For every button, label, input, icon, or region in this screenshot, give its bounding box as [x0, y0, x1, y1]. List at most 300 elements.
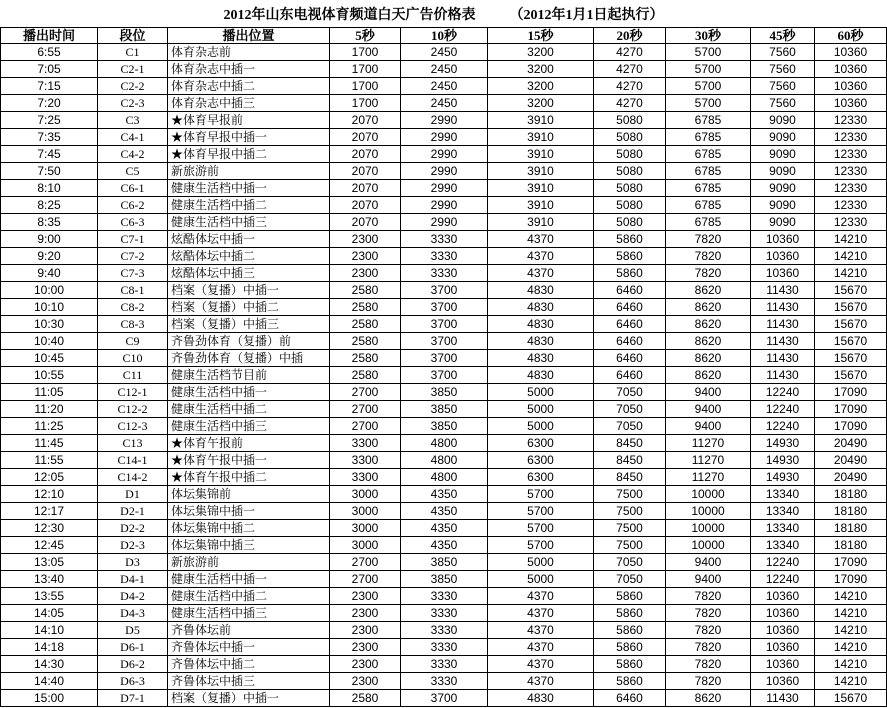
cell-price-10s: 3850 [401, 571, 488, 588]
cell-slot: D4-1 [98, 571, 168, 588]
cell-price-15s: 4370 [488, 605, 594, 622]
cell-position: 健康生活档中插二 [168, 197, 330, 214]
cell-price-60s: 14210 [815, 231, 887, 248]
cell-price-45s: 11430 [751, 350, 815, 367]
cell-price-10s: 3330 [401, 588, 488, 605]
cell-slot: C1 [98, 44, 168, 61]
cell-slot: C7-2 [98, 248, 168, 265]
cell-price-20s: 8450 [594, 435, 666, 452]
cell-time: 7:20 [0, 95, 98, 112]
cell-price-45s: 7560 [751, 44, 815, 61]
cell-price-20s: 8450 [594, 452, 666, 469]
cell-price-5s: 2300 [330, 588, 401, 605]
cell-price-60s: 14210 [815, 605, 887, 622]
cell-position: 体坛集锦中插一 [168, 503, 330, 520]
table-body [0, 44, 887, 707]
cell-price-20s: 5860 [594, 673, 666, 690]
cell-time: 14:10 [0, 622, 98, 639]
cell-price-30s: 6785 [666, 197, 751, 214]
cell-price-60s: 15670 [815, 316, 887, 333]
cell-price-5s: 2580 [330, 282, 401, 299]
cell-time: 15:00 [0, 690, 98, 707]
column-header-price-5s: 5秒 [330, 27, 401, 44]
cell-price-60s: 12330 [815, 129, 887, 146]
cell-price-60s: 17090 [815, 384, 887, 401]
column-header-price-15s: 15秒 [488, 27, 594, 44]
cell-time: 11:45 [0, 435, 98, 452]
cell-price-5s: 2300 [330, 622, 401, 639]
cell-position: ★体育午报中插二 [168, 469, 330, 486]
cell-price-60s: 18180 [815, 503, 887, 520]
cell-price-15s: 6300 [488, 452, 594, 469]
cell-time: 7:15 [0, 78, 98, 95]
cell-price-30s: 8620 [666, 367, 751, 384]
cell-price-45s: 9090 [751, 180, 815, 197]
cell-time: 8:35 [0, 214, 98, 231]
cell-time: 8:25 [0, 197, 98, 214]
cell-price-45s: 9090 [751, 129, 815, 146]
cell-price-45s: 10360 [751, 265, 815, 282]
cell-price-10s: 3330 [401, 622, 488, 639]
cell-time: 10:55 [0, 367, 98, 384]
cell-price-30s: 5700 [666, 78, 751, 95]
cell-price-15s: 5700 [488, 520, 594, 537]
cell-slot: C2-3 [98, 95, 168, 112]
cell-slot: D2-1 [98, 503, 168, 520]
cell-price-15s: 3200 [488, 78, 594, 95]
cell-price-60s: 17090 [815, 401, 887, 418]
table-row [0, 333, 887, 350]
cell-price-60s: 10360 [815, 44, 887, 61]
table-row [0, 367, 887, 384]
cell-price-15s: 4830 [488, 333, 594, 350]
cell-price-30s: 8620 [666, 316, 751, 333]
cell-price-15s: 4370 [488, 265, 594, 282]
cell-price-45s: 13340 [751, 520, 815, 537]
cell-price-10s: 4350 [401, 537, 488, 554]
cell-price-15s: 4830 [488, 282, 594, 299]
cell-price-30s: 9400 [666, 554, 751, 571]
table-row [0, 231, 887, 248]
cell-price-5s: 2070 [330, 214, 401, 231]
column-header-price-30s: 30秒 [666, 27, 751, 44]
cell-price-5s: 3300 [330, 469, 401, 486]
cell-price-10s: 2450 [401, 61, 488, 78]
cell-price-5s: 2580 [330, 333, 401, 350]
table-title-main: 2012年山东电视体育频道白天广告价格表 [223, 8, 476, 23]
cell-price-15s: 3200 [488, 95, 594, 112]
cell-slot: C9 [98, 333, 168, 350]
cell-price-45s: 11430 [751, 333, 815, 350]
cell-price-5s: 2070 [330, 129, 401, 146]
cell-slot: D7-1 [98, 690, 168, 707]
cell-price-60s: 12330 [815, 112, 887, 129]
cell-position: 体坛集锦中插二 [168, 520, 330, 537]
table-row [0, 486, 887, 503]
table-row [0, 282, 887, 299]
cell-price-20s: 5080 [594, 112, 666, 129]
cell-slot: C10 [98, 350, 168, 367]
cell-price-10s: 4800 [401, 469, 488, 486]
cell-price-60s: 14210 [815, 673, 887, 690]
cell-slot: C6-3 [98, 214, 168, 231]
table-row [0, 316, 887, 333]
cell-price-60s: 15670 [815, 282, 887, 299]
cell-price-30s: 8620 [666, 333, 751, 350]
cell-price-45s: 11430 [751, 299, 815, 316]
cell-price-15s: 4370 [488, 673, 594, 690]
cell-position: 齐鲁劲体育（复播）前 [168, 333, 330, 350]
cell-slot: D6-3 [98, 673, 168, 690]
cell-price-30s: 9400 [666, 418, 751, 435]
cell-price-30s: 7820 [666, 673, 751, 690]
cell-price-30s: 6785 [666, 129, 751, 146]
cell-price-5s: 2580 [330, 350, 401, 367]
cell-price-10s: 2990 [401, 112, 488, 129]
cell-price-15s: 4370 [488, 231, 594, 248]
cell-position: 体坛集锦中插三 [168, 537, 330, 554]
cell-price-60s: 14210 [815, 639, 887, 656]
cell-price-5s: 2700 [330, 554, 401, 571]
cell-time: 12:05 [0, 469, 98, 486]
cell-position: 体育杂志前 [168, 44, 330, 61]
cell-price-45s: 11430 [751, 316, 815, 333]
cell-price-60s: 15670 [815, 367, 887, 384]
cell-price-60s: 14210 [815, 248, 887, 265]
cell-price-60s: 12330 [815, 214, 887, 231]
cell-price-45s: 14930 [751, 469, 815, 486]
table-title-effective-date: （2012年1月1日起执行） [509, 8, 664, 23]
cell-time: 7:45 [0, 146, 98, 163]
cell-price-20s: 5860 [594, 622, 666, 639]
cell-slot: D2-2 [98, 520, 168, 537]
cell-time: 14:30 [0, 656, 98, 673]
cell-price-45s: 12240 [751, 418, 815, 435]
cell-price-60s: 15670 [815, 690, 887, 707]
cell-price-20s: 5860 [594, 639, 666, 656]
cell-price-30s: 9400 [666, 384, 751, 401]
table-title [0, 0, 887, 27]
cell-price-10s: 4350 [401, 520, 488, 537]
cell-price-10s: 2990 [401, 197, 488, 214]
cell-position: 健康生活档中插一 [168, 571, 330, 588]
cell-price-5s: 2300 [330, 656, 401, 673]
table-row [0, 537, 887, 554]
cell-price-20s: 5860 [594, 605, 666, 622]
cell-price-20s: 6460 [594, 350, 666, 367]
cell-price-10s: 2990 [401, 129, 488, 146]
column-header-time: 播出时间 [0, 27, 98, 44]
cell-slot: C7-1 [98, 231, 168, 248]
cell-price-45s: 11430 [751, 282, 815, 299]
cell-price-15s: 3910 [488, 180, 594, 197]
cell-price-45s: 9090 [751, 197, 815, 214]
cell-price-15s: 3910 [488, 197, 594, 214]
table-row [0, 554, 887, 571]
cell-price-15s: 3910 [488, 146, 594, 163]
cell-position: 健康生活档节目前 [168, 367, 330, 384]
cell-price-30s: 10000 [666, 537, 751, 554]
cell-price-20s: 7500 [594, 503, 666, 520]
cell-price-10s: 4350 [401, 503, 488, 520]
cell-time: 12:30 [0, 520, 98, 537]
cell-price-60s: 12330 [815, 180, 887, 197]
cell-time: 12:10 [0, 486, 98, 503]
cell-price-10s: 3850 [401, 401, 488, 418]
cell-price-5s: 1700 [330, 61, 401, 78]
cell-position: 档案（复播）中插三 [168, 316, 330, 333]
cell-slot: C4-2 [98, 146, 168, 163]
table-row [0, 78, 887, 95]
cell-slot: C4-1 [98, 129, 168, 146]
cell-slot: C8-2 [98, 299, 168, 316]
cell-price-20s: 6460 [594, 690, 666, 707]
cell-price-5s: 3000 [330, 486, 401, 503]
table-row [0, 452, 887, 469]
cell-position: 齐鲁体坛中插一 [168, 639, 330, 656]
header-row [0, 27, 887, 44]
cell-slot: C14-1 [98, 452, 168, 469]
cell-position: 健康生活档中插一 [168, 180, 330, 197]
table-row [0, 299, 887, 316]
cell-price-10s: 3330 [401, 231, 488, 248]
cell-price-45s: 12240 [751, 401, 815, 418]
cell-price-10s: 3700 [401, 333, 488, 350]
cell-slot: D6-2 [98, 656, 168, 673]
cell-price-5s: 1700 [330, 95, 401, 112]
table-row [0, 401, 887, 418]
cell-position: 档案（复播）中插一 [168, 282, 330, 299]
cell-price-45s: 11430 [751, 690, 815, 707]
cell-position: 新旅游前 [168, 554, 330, 571]
cell-price-30s: 8620 [666, 299, 751, 316]
table-row [0, 503, 887, 520]
cell-price-60s: 14210 [815, 588, 887, 605]
cell-price-60s: 18180 [815, 486, 887, 503]
cell-price-15s: 3200 [488, 44, 594, 61]
cell-position: 齐鲁体坛中插二 [168, 656, 330, 673]
cell-price-20s: 6460 [594, 316, 666, 333]
table-row [0, 265, 887, 282]
cell-price-60s: 14210 [815, 656, 887, 673]
cell-slot: C5 [98, 163, 168, 180]
cell-price-20s: 4270 [594, 61, 666, 78]
cell-price-10s: 3330 [401, 265, 488, 282]
cell-price-15s: 3200 [488, 61, 594, 78]
cell-price-30s: 6785 [666, 180, 751, 197]
cell-price-20s: 5080 [594, 214, 666, 231]
table-row [0, 214, 887, 231]
cell-price-30s: 5700 [666, 44, 751, 61]
cell-price-10s: 3700 [401, 299, 488, 316]
cell-price-10s: 2990 [401, 180, 488, 197]
cell-position: 健康生活档中插三 [168, 418, 330, 435]
cell-position: 新旅游前 [168, 163, 330, 180]
cell-price-60s: 14210 [815, 622, 887, 639]
cell-slot: C8-1 [98, 282, 168, 299]
cell-price-30s: 9400 [666, 401, 751, 418]
cell-time: 12:45 [0, 537, 98, 554]
cell-price-45s: 10360 [751, 673, 815, 690]
cell-price-15s: 6300 [488, 435, 594, 452]
cell-price-45s: 7560 [751, 61, 815, 78]
cell-price-20s: 7050 [594, 418, 666, 435]
cell-time: 7:35 [0, 129, 98, 146]
cell-time: 10:00 [0, 282, 98, 299]
column-header-slot: 段位 [98, 27, 168, 44]
cell-price-30s: 7820 [666, 639, 751, 656]
cell-price-20s: 5080 [594, 163, 666, 180]
cell-price-5s: 2700 [330, 384, 401, 401]
cell-price-5s: 2700 [330, 571, 401, 588]
cell-price-60s: 15670 [815, 333, 887, 350]
cell-price-30s: 6785 [666, 163, 751, 180]
cell-price-15s: 3910 [488, 129, 594, 146]
cell-price-15s: 5000 [488, 554, 594, 571]
cell-price-10s: 2990 [401, 163, 488, 180]
cell-price-10s: 3700 [401, 350, 488, 367]
cell-price-15s: 5700 [488, 503, 594, 520]
column-header-price-60s: 60秒 [815, 27, 887, 44]
cell-price-45s: 10360 [751, 605, 815, 622]
cell-position: 体育杂志中插三 [168, 95, 330, 112]
cell-slot: D4-3 [98, 605, 168, 622]
cell-price-45s: 9090 [751, 163, 815, 180]
column-header-position: 播出位置 [168, 27, 330, 44]
cell-price-20s: 6460 [594, 299, 666, 316]
cell-price-30s: 10000 [666, 520, 751, 537]
cell-price-60s: 17090 [815, 571, 887, 588]
cell-position: 健康生活档中插二 [168, 588, 330, 605]
cell-price-15s: 4370 [488, 622, 594, 639]
cell-position: ★体育早报中插一 [168, 129, 330, 146]
cell-price-45s: 13340 [751, 503, 815, 520]
cell-price-45s: 12240 [751, 384, 815, 401]
cell-price-60s: 10360 [815, 61, 887, 78]
cell-price-20s: 7050 [594, 554, 666, 571]
cell-price-20s: 7050 [594, 571, 666, 588]
cell-price-30s: 7820 [666, 248, 751, 265]
cell-position: 体坛集锦前 [168, 486, 330, 503]
table-row [0, 656, 887, 673]
cell-price-20s: 5080 [594, 146, 666, 163]
cell-price-20s: 7500 [594, 537, 666, 554]
cell-time: 11:25 [0, 418, 98, 435]
cell-slot: D5 [98, 622, 168, 639]
cell-time: 13:55 [0, 588, 98, 605]
cell-price-45s: 9090 [751, 112, 815, 129]
cell-time: 11:55 [0, 452, 98, 469]
cell-price-10s: 4800 [401, 452, 488, 469]
cell-price-20s: 6460 [594, 282, 666, 299]
cell-price-30s: 7820 [666, 605, 751, 622]
cell-price-15s: 4830 [488, 350, 594, 367]
cell-price-30s: 7820 [666, 588, 751, 605]
cell-price-15s: 5000 [488, 571, 594, 588]
cell-price-5s: 2700 [330, 401, 401, 418]
cell-position: 炫酷体坛中插一 [168, 231, 330, 248]
cell-position: ★体育早报中插二 [168, 146, 330, 163]
table-row [0, 384, 887, 401]
cell-time: 7:50 [0, 163, 98, 180]
cell-price-20s: 4270 [594, 44, 666, 61]
cell-price-15s: 5000 [488, 401, 594, 418]
cell-time: 12:17 [0, 503, 98, 520]
cell-price-5s: 2070 [330, 197, 401, 214]
cell-price-5s: 1700 [330, 44, 401, 61]
column-header-price-10s: 10秒 [401, 27, 488, 44]
cell-time: 14:05 [0, 605, 98, 622]
cell-price-10s: 3850 [401, 418, 488, 435]
cell-price-5s: 2070 [330, 163, 401, 180]
cell-price-10s: 2990 [401, 214, 488, 231]
cell-price-20s: 7500 [594, 520, 666, 537]
cell-time: 11:20 [0, 401, 98, 418]
cell-price-45s: 12240 [751, 554, 815, 571]
cell-price-30s: 7820 [666, 622, 751, 639]
cell-time: 7:25 [0, 112, 98, 129]
cell-price-10s: 3330 [401, 673, 488, 690]
cell-price-20s: 5860 [594, 231, 666, 248]
cell-price-45s: 9090 [751, 146, 815, 163]
cell-time: 11:05 [0, 384, 98, 401]
cell-price-5s: 2580 [330, 316, 401, 333]
cell-price-20s: 4270 [594, 95, 666, 112]
cell-price-5s: 2070 [330, 112, 401, 129]
cell-time: 9:00 [0, 231, 98, 248]
cell-position: 健康生活档中插三 [168, 605, 330, 622]
table-row [0, 435, 887, 452]
cell-slot: C2-2 [98, 78, 168, 95]
cell-price-15s: 5000 [488, 418, 594, 435]
table-row [0, 248, 887, 265]
cell-position: 齐鲁体坛中插三 [168, 673, 330, 690]
cell-price-20s: 6460 [594, 367, 666, 384]
cell-slot: C8-3 [98, 316, 168, 333]
cell-price-45s: 11430 [751, 367, 815, 384]
cell-price-20s: 4270 [594, 78, 666, 95]
cell-price-20s: 5860 [594, 265, 666, 282]
cell-position: 档案（复播）中插一 [168, 690, 330, 707]
cell-time: 9:20 [0, 248, 98, 265]
cell-price-30s: 6785 [666, 214, 751, 231]
table-row [0, 673, 887, 690]
cell-price-5s: 3000 [330, 503, 401, 520]
table-row [0, 146, 887, 163]
table-row [0, 44, 887, 61]
cell-slot: C14-2 [98, 469, 168, 486]
cell-position: ★体育午报前 [168, 435, 330, 452]
cell-price-60s: 20490 [815, 435, 887, 452]
cell-price-10s: 2450 [401, 44, 488, 61]
table-row [0, 112, 887, 129]
table-row [0, 520, 887, 537]
cell-price-5s: 1700 [330, 78, 401, 95]
table-row [0, 197, 887, 214]
cell-price-5s: 2300 [330, 248, 401, 265]
cell-price-5s: 2300 [330, 231, 401, 248]
cell-slot: C12-3 [98, 418, 168, 435]
cell-price-10s: 3330 [401, 248, 488, 265]
cell-price-20s: 5860 [594, 656, 666, 673]
cell-price-15s: 4830 [488, 367, 594, 384]
cell-price-60s: 10360 [815, 78, 887, 95]
cell-price-60s: 12330 [815, 163, 887, 180]
cell-slot: C7-3 [98, 265, 168, 282]
table-row [0, 639, 887, 656]
cell-price-30s: 8620 [666, 690, 751, 707]
cell-position: 炫酷体坛中插三 [168, 265, 330, 282]
